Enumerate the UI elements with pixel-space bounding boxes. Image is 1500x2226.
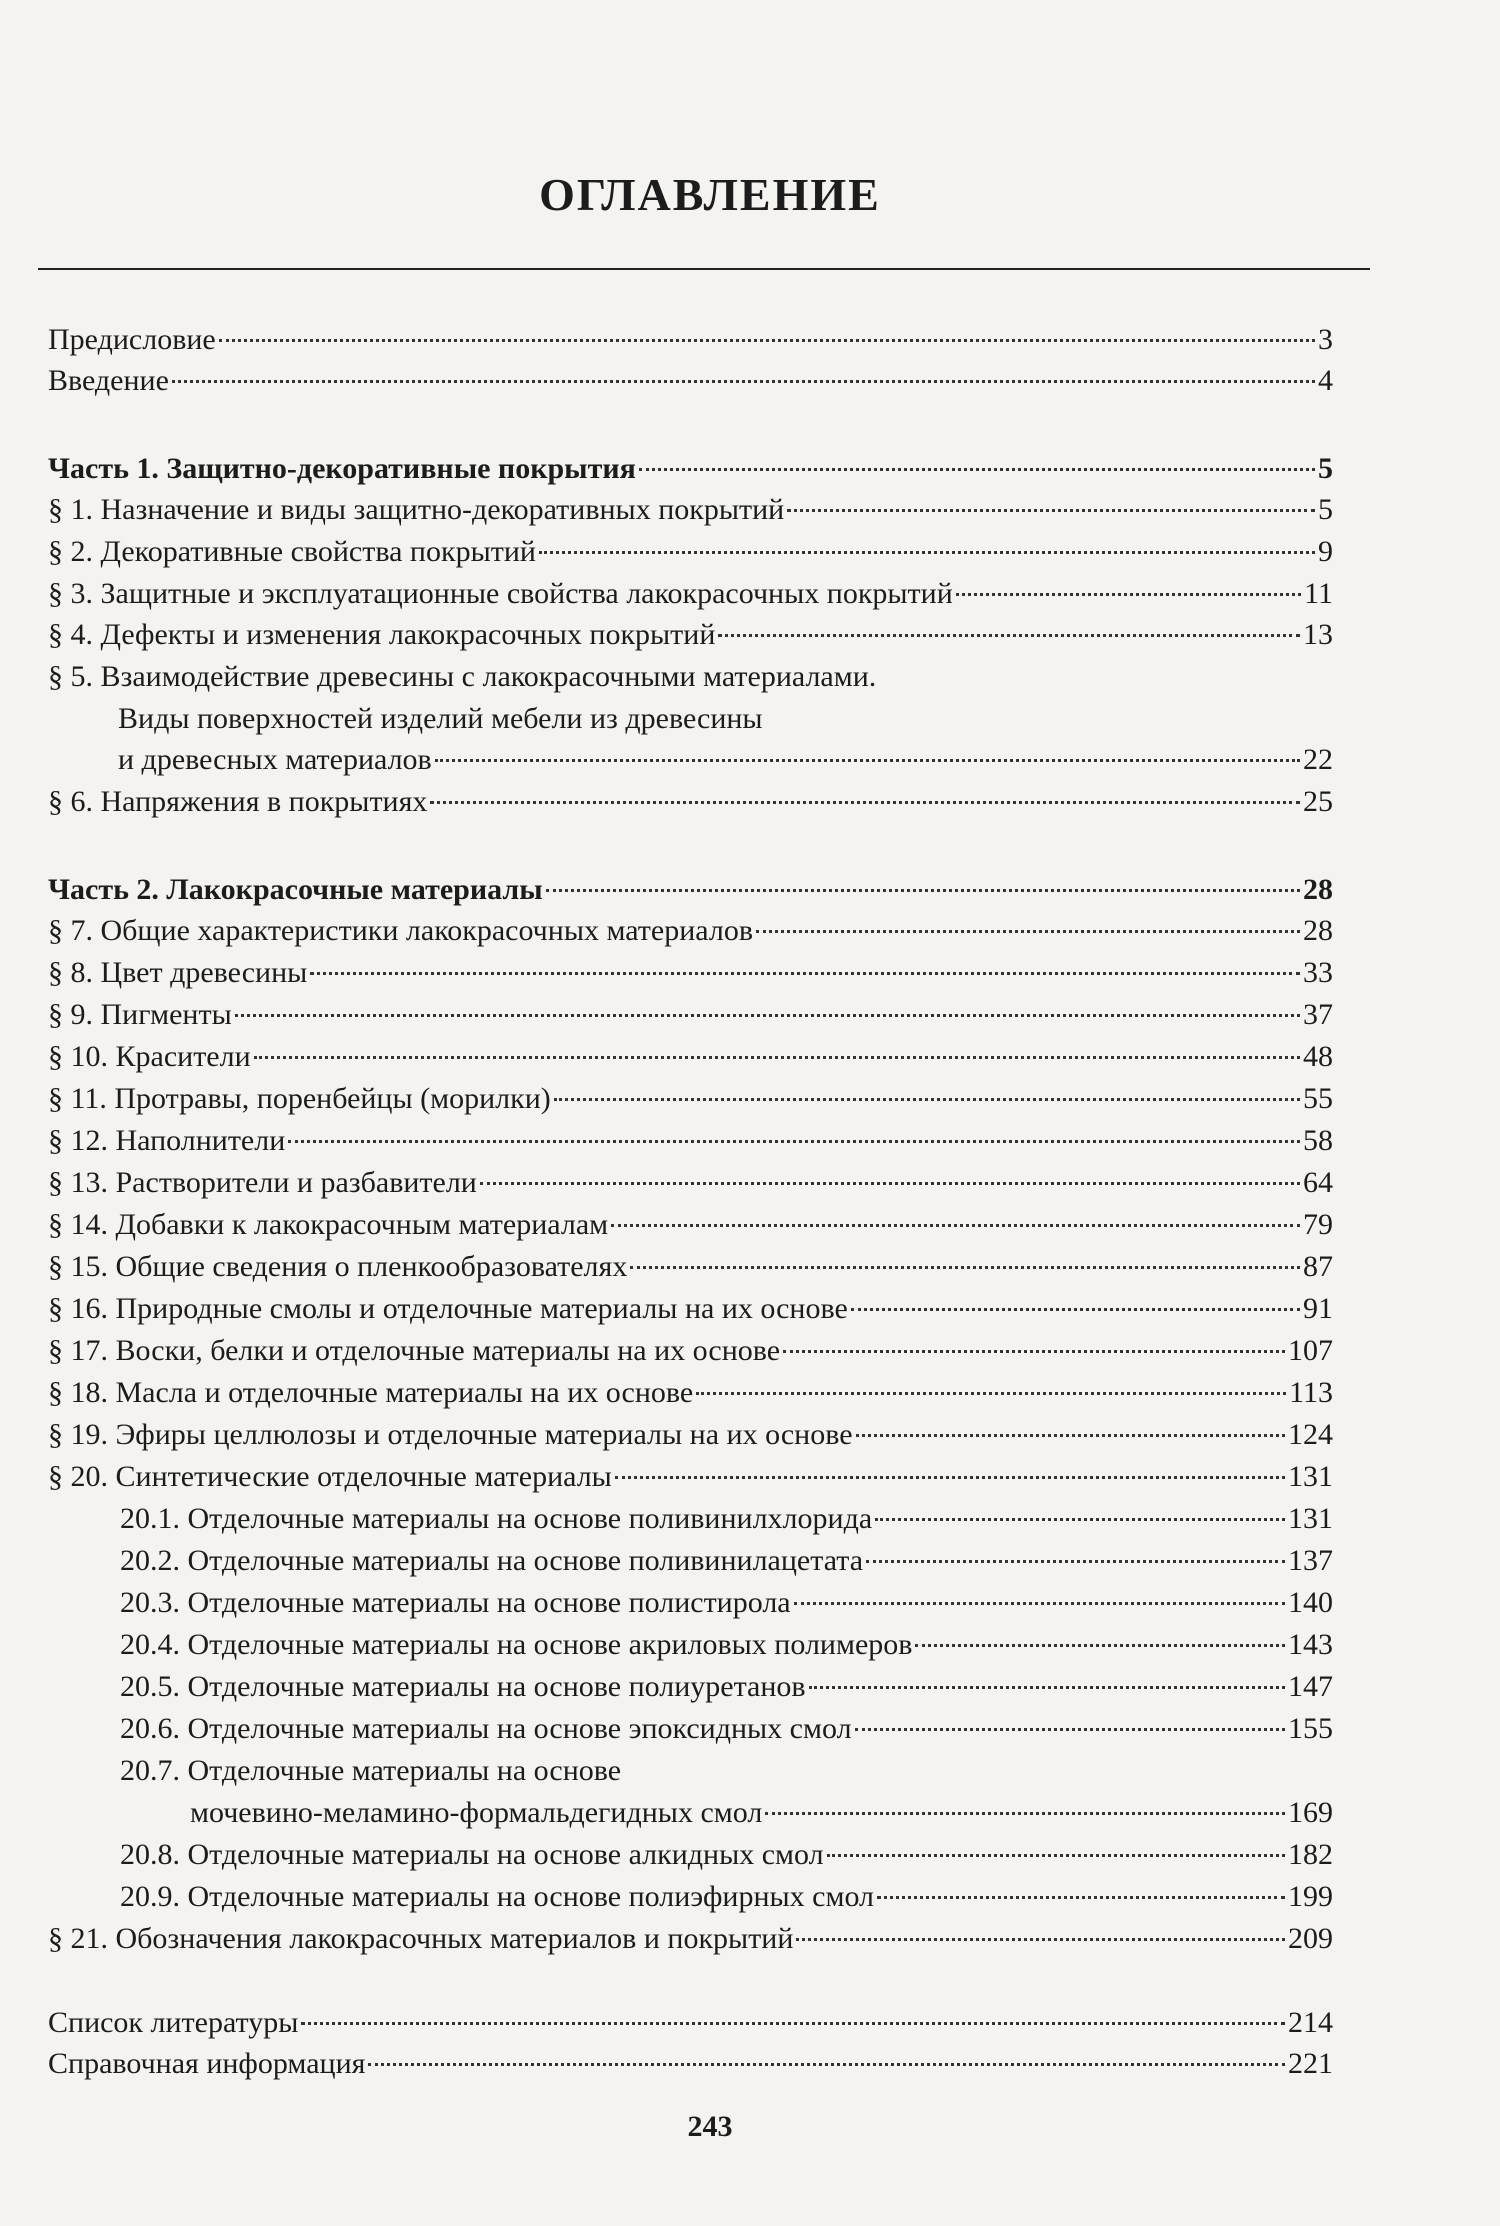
dot-leader [787, 509, 1315, 512]
toc-entry-page: 28 [1303, 873, 1333, 906]
toc-entry [48, 657, 1333, 697]
dot-leader [615, 1476, 1285, 1479]
toc-entry-page: 113 [1289, 1376, 1333, 1409]
toc-entry [48, 911, 1333, 951]
toc-entry-title: § 17. Воски, белки и отделочные материалы на их основе [48, 1334, 781, 1367]
toc-entry [48, 1247, 1333, 1287]
toc-entry-page: 209 [1288, 1922, 1333, 1955]
dot-leader [235, 1014, 1300, 1017]
toc-entry-continuation [48, 1793, 1333, 1833]
toc-subentry [48, 1541, 1333, 1581]
toc-subentry [48, 1583, 1333, 1623]
toc-entry [48, 1919, 1333, 1959]
toc-entry-page: 169 [1288, 1796, 1333, 1829]
dot-leader [827, 1854, 1285, 1857]
toc-entry-page: 9 [1318, 535, 1333, 568]
toc-entry-title: § 5. Взаимодействие древесины с лакокрасочными материалами. [48, 660, 877, 693]
dot-leader [915, 1644, 1285, 1647]
toc-entry-page: 28 [1303, 914, 1333, 947]
toc-subentry [48, 1709, 1333, 1749]
toc-entry [48, 615, 1333, 655]
toc-entry-title: § 1. Назначение и виды защитно-декоративных покрытий [48, 493, 785, 526]
toc-entry [48, 1373, 1333, 1413]
toc-entry-page: 55 [1303, 1082, 1333, 1115]
toc-subentry [48, 1667, 1333, 1707]
toc-entry-title: § 12. Наполнители [48, 1124, 286, 1157]
toc-part-heading [48, 449, 1333, 489]
toc-entry-title: 20.9. Отделочные материалы на основе полиэфирных смол [120, 1880, 875, 1913]
toc-entry-title: и древесных материалов [118, 743, 432, 776]
toc-entry-title: § 21. Обозначения лакокрасочных материалов и покрытий [48, 1922, 794, 1955]
toc-entry-page: 87 [1303, 1250, 1333, 1283]
dot-leader [783, 1350, 1285, 1353]
toc-entry [48, 953, 1333, 993]
toc-entry-page: 22 [1303, 743, 1333, 776]
toc-entry-page: 147 [1288, 1670, 1333, 1703]
toc-entry-page: 91 [1303, 1292, 1333, 1325]
toc-entry-title: § 19. Эфиры целлюлозы и отделочные материалы на их основе [48, 1418, 853, 1451]
toc-entry-title: § 4. Дефекты и изменения лакокрасочных покрытий [48, 618, 716, 651]
toc-entry [48, 320, 1333, 360]
toc-entry-page: 199 [1288, 1880, 1333, 1913]
toc-entry-page: 131 [1288, 1460, 1333, 1493]
toc-entry-title: § 7. Общие характеристики лакокрасочных материалов [48, 914, 753, 947]
toc-entry-title: § 16. Природные смолы и отделочные материалы на их основе [48, 1292, 848, 1325]
toc-entry-page: 143 [1288, 1628, 1333, 1661]
toc-entry-title: 20.2. Отделочные материалы на основе поливинилацетата [120, 1544, 864, 1577]
toc-entry-page: 131 [1288, 1502, 1333, 1535]
dot-leader [639, 468, 1315, 471]
toc-entry [48, 2003, 1333, 2043]
toc-entry-page: 3 [1318, 323, 1333, 356]
dot-leader [546, 889, 1300, 892]
dot-leader [851, 1308, 1300, 1311]
dot-leader [480, 1182, 1300, 1185]
toc-entry-title: Список литературы [48, 2006, 299, 2039]
toc-entry [48, 782, 1333, 822]
toc-entry-page: 5 [1318, 493, 1333, 526]
toc-entry [48, 1121, 1333, 1161]
table-of-contents [48, 0, 1333, 2226]
toc-entry-page: 79 [1303, 1208, 1333, 1241]
toc-entry-title: 20.6. Отделочные материалы на основе эпоксидных смол [120, 1712, 852, 1745]
dot-leader [756, 930, 1300, 933]
dot-leader [288, 1140, 1300, 1143]
toc-entry-title: Виды поверхностей изделий мебели из древесины [118, 702, 763, 735]
toc-entry-page: 33 [1303, 956, 1333, 989]
dot-leader [554, 1098, 1300, 1101]
toc-entry-title: § 6. Напряжения в покрытиях [48, 785, 428, 818]
toc-entry [48, 1331, 1333, 1371]
toc-entry-page: 58 [1303, 1124, 1333, 1157]
toc-entry [48, 574, 1333, 614]
toc-entry-title: § 13. Растворители и разбавители [48, 1166, 477, 1199]
toc-subentry [48, 1751, 1333, 1791]
toc-entry [48, 1037, 1333, 1077]
toc-entry-title: § 14. Добавки к лакокрасочным материалам [48, 1208, 609, 1241]
toc-entry-page: 48 [1303, 1040, 1333, 1073]
dot-leader [875, 1518, 1285, 1521]
toc-entry-title: § 9. Пигменты [48, 998, 232, 1031]
toc-entry-title: § 2. Декоративные свойства покрытий [48, 535, 536, 568]
toc-entry-page: 182 [1288, 1838, 1333, 1871]
toc-entry [48, 490, 1333, 530]
dot-leader [430, 801, 1300, 804]
toc-entry-title: Введение [48, 364, 169, 397]
toc-entry-page: 11 [1304, 577, 1333, 610]
toc-entry-title: 20.1. Отделочные материалы на основе поливинилхлорида [120, 1502, 873, 1535]
toc-entry-title: Часть 1. Защитно-декоративные покрытия [48, 452, 636, 485]
toc-entry-page: 140 [1288, 1586, 1333, 1619]
dot-leader [796, 1938, 1285, 1941]
dot-leader [794, 1602, 1285, 1605]
toc-entry-page: 137 [1288, 1544, 1333, 1577]
toc-entry-title: § 10. Красители [48, 1040, 251, 1073]
dot-leader [809, 1686, 1285, 1689]
dot-leader [765, 1812, 1285, 1815]
dot-leader [630, 1266, 1300, 1269]
toc-entry-page: 25 [1303, 785, 1333, 818]
toc-entry-page: 13 [1303, 618, 1333, 651]
dot-leader [539, 551, 1315, 554]
toc-subentry [48, 1835, 1333, 1875]
toc-entry [48, 1079, 1333, 1119]
toc-entry [48, 532, 1333, 572]
dot-leader [866, 1560, 1285, 1563]
toc-entry-title: 20.7. Отделочные материалы на основе [120, 1754, 622, 1787]
toc-entry [48, 995, 1333, 1035]
toc-entry [48, 1415, 1333, 1455]
toc-entry-title: 20.5. Отделочные материалы на основе полиуретанов [120, 1670, 806, 1703]
toc-entry-title: § 15. Общие сведения о пленкообразователях [48, 1250, 628, 1283]
toc-entry-title: § 8. Цвет древесины [48, 956, 308, 989]
toc-entry-title: Предисловие [48, 323, 216, 356]
toc-entry-page: 155 [1288, 1712, 1333, 1745]
toc-subentry [48, 1877, 1333, 1917]
dot-leader [877, 1896, 1285, 1899]
toc-part-heading [48, 870, 1333, 910]
toc-entry-title: мочевино-меламино-формальдегидных смол [190, 1796, 763, 1829]
toc-entry-page: 37 [1303, 998, 1333, 1031]
toc-entry-title: 20.3. Отделочные материалы на основе полистирола [120, 1586, 791, 1619]
toc-entry-page: 107 [1288, 1334, 1333, 1367]
toc-entry-page: 4 [1318, 364, 1333, 397]
page-number: 243 [687, 2110, 733, 2143]
toc-entry-title: § 18. Масла и отделочные материалы на их основе [48, 1376, 694, 1409]
dot-leader [856, 1434, 1285, 1437]
toc-entry-title: § 20. Синтетические отделочные материалы [48, 1460, 612, 1493]
toc-entry-title: Справочная информация [48, 2047, 366, 2080]
dot-leader [855, 1728, 1285, 1731]
toc-entry [48, 1457, 1333, 1497]
toc-entry-continuation [48, 699, 1333, 739]
toc-entry-continuation [48, 740, 1333, 780]
dot-leader [219, 339, 1315, 342]
dot-leader [956, 593, 1301, 596]
toc-entry-page: 5 [1318, 452, 1333, 485]
toc-entry-title: Часть 2. Лакокрасочные материалы [48, 873, 543, 906]
toc-entry [48, 1163, 1333, 1203]
toc-subentry [48, 1499, 1333, 1539]
toc-entry-title: 20.8. Отделочные материалы на основе алкидных смол [120, 1838, 824, 1871]
dot-leader [718, 634, 1300, 637]
toc-entry-title: § 11. Протравы, поренбейцы (морилки) [48, 1082, 551, 1115]
toc-entry-title: § 3. Защитные и эксплуатационные свойства лакокрасочных покрытий [48, 577, 953, 610]
dot-leader [435, 759, 1300, 762]
toc-entry-page: 124 [1288, 1418, 1333, 1451]
dot-leader [301, 2022, 1285, 2025]
toc-entry-page: 214 [1288, 2006, 1333, 2039]
toc-entry [48, 361, 1333, 401]
dot-leader [310, 972, 1300, 975]
toc-entry [48, 1205, 1333, 1245]
toc-entry-page: 221 [1288, 2047, 1333, 2080]
toc-subentry [48, 1625, 1333, 1665]
toc-entry-page: 64 [1303, 1166, 1333, 1199]
toc-entry [48, 2044, 1333, 2084]
dot-leader [368, 2063, 1285, 2066]
page-title: ОГЛАВЛЕНИЕ [539, 169, 881, 220]
dot-leader [696, 1392, 1286, 1395]
dot-leader [611, 1224, 1300, 1227]
dot-leader [254, 1056, 1300, 1059]
dot-leader [172, 380, 1315, 383]
toc-entry-title: 20.4. Отделочные материалы на основе акриловых полимеров [120, 1628, 913, 1661]
toc-entry [48, 1289, 1333, 1329]
